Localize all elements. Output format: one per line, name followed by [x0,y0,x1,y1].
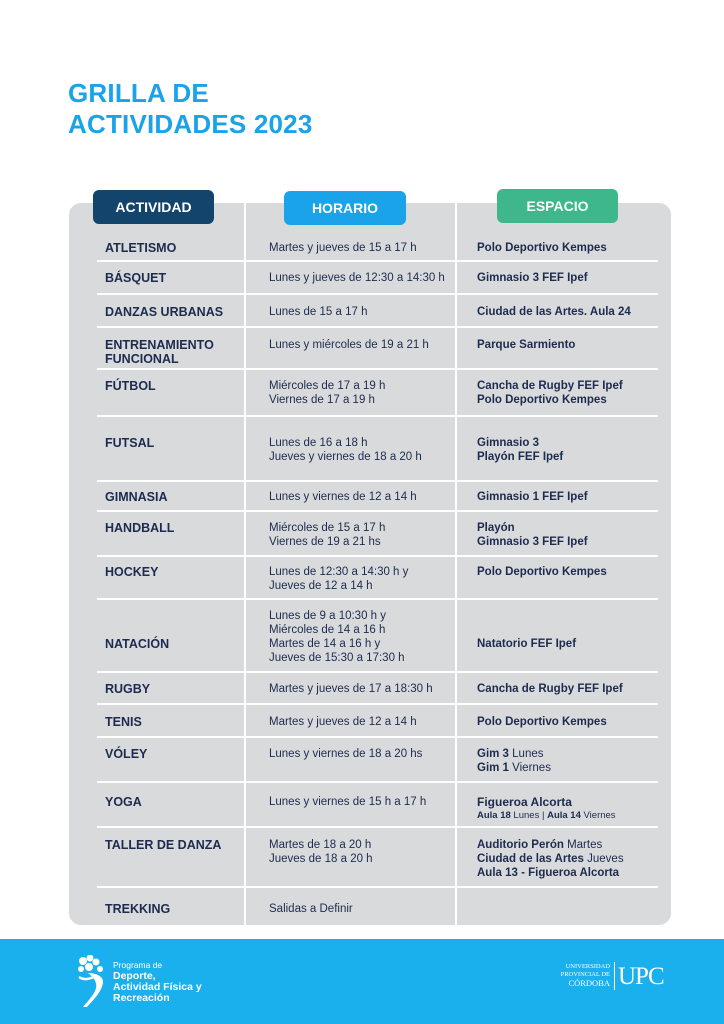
cell-horario: Lunes de 9 a 10:30 h y Miércoles de 14 a 16 h Martes de 14 a 16 h y Jueves de 15:30 a 17:30 h [269,610,405,664]
table-row [97,674,658,705]
cell-horario: Martes y jueves de 12 a 14 h [269,716,417,728]
cell-actividad: BÁSQUET [105,271,167,285]
cell-horario: Martes y jueves de 17 a 18:30 h [269,683,433,695]
cell-horario: Lunes y miércoles de 19 a 21 h [269,339,429,351]
cell-actividad: HANDBALL [105,521,175,535]
table-row [97,706,658,738]
cell-horario: Miércoles de 15 a 17 h Viernes de 19 a 21 hs [269,522,386,548]
cell-actividad: ENTRENAMIENTO FUNCIONAL [105,338,214,366]
table-row [97,513,658,557]
cell-actividad: FÚTBOL [105,379,156,393]
cell-actividad: DANZAS URBANAS [105,305,224,319]
cell-espacio: Cancha de Rugby FEF Ipef [477,683,623,695]
cell-horario: Martes de 18 a 20 h Jueves de 18 a 20 h [269,839,373,865]
cell-horario: Lunes y jueves de 12:30 a 14:30 h [269,272,445,284]
cell-horario: Martes y jueves de 15 a 17 h [269,242,417,254]
cell-espacio: Polo Deportivo Kempes [477,242,607,254]
cell-horario: Lunes y viernes de 12 a 14 h [269,491,417,503]
cell-espacio: Natatorio FEF Ipef [477,638,577,650]
header-actividad: ACTIVIDAD [93,190,214,224]
cell-actividad: HOCKEY [105,565,159,579]
page-title [68,78,313,140]
cell-actividad: TENIS [105,715,142,729]
cell-horario: Lunes de 15 a 17 h [269,306,368,318]
espacio-yoga: Figueroa Alcorta Aula 18 Lunes | Aula 14 Viernes [477,795,616,821]
cell-actividad: YOGA [105,795,142,809]
cell-espacio: Gimnasio 3 Playón FEF Ipef [477,437,564,463]
cell-espacio: Gimnasio 1 FEF Ipef [477,491,588,503]
table-row [97,371,658,417]
university-logo: UNIVERSIDAD PROVINCIAL DE CÓRDOBA UPC [560,963,664,990]
program-name: Programa de Deporte, Actividad Física y Recreación [113,960,202,1004]
title-line-2: ACTIVIDADES 2023 [68,109,313,139]
espacio-voley: Gim 3 Lunes Gim 1 Viernes [477,748,551,774]
title-line-1: GRILLA DE [68,78,209,108]
cell-actividad: TREKKING [105,902,171,916]
cell-actividad: VÓLEY [105,747,148,761]
cell-horario: Lunes de 12:30 a 14:30 h y Jueves de 12 a 14 h [269,566,409,592]
cell-horario: Lunes de 16 a 18 h Jueves y viernes de 18 a 20 h [269,437,422,463]
cell-espacio: Cancha de Rugby FEF Ipef Polo Deportivo Kempes [477,380,623,406]
cell-espacio: Ciudad de las Artes. Aula 24 [477,306,631,318]
table-row [97,483,658,512]
cell-espacio: Gimnasio 3 FEF Ipef [477,272,588,284]
cell-horario: Lunes y viernes de 18 a 20 hs [269,748,423,760]
cell-espacio: Polo Deportivo Kempes [477,716,607,728]
cell-horario: Salidas a Definir [269,903,353,915]
cell-horario: Lunes y viernes de 15 h a 17 h [269,796,427,808]
table-row [97,296,658,328]
table-row [97,232,658,262]
table-row [97,263,658,295]
cell-actividad: NATACIÓN [105,637,170,651]
cell-espacio: Parque Sarmiento [477,339,576,351]
cell-espacio: Polo Deportivo Kempes [477,566,607,578]
header-espacio: ESPACIO [497,189,618,223]
table-row [97,889,658,920]
table-row [97,418,658,482]
cell-actividad: RUGBY [105,682,151,696]
table-row [97,329,658,370]
cell-horario: Miércoles de 17 a 19 h Viernes de 17 a 19 h [269,380,386,406]
header-horario: HORARIO [284,191,406,225]
espacio-taller-danza: Auditorio Perón Martes Ciudad de las Artes Jueves Aula 13 - Figueroa Alcorta [477,839,624,879]
cell-actividad: FUTSAL [105,436,155,450]
table-row [97,601,658,673]
table-row [97,558,658,600]
cell-actividad: GIMNASIA [105,490,168,504]
cell-espacio: Playón Gimnasio 3 FEF Ipef [477,522,588,548]
cell-actividad: TALLER DE DANZA [105,838,222,852]
cell-actividad: ATLETISMO [105,241,177,255]
